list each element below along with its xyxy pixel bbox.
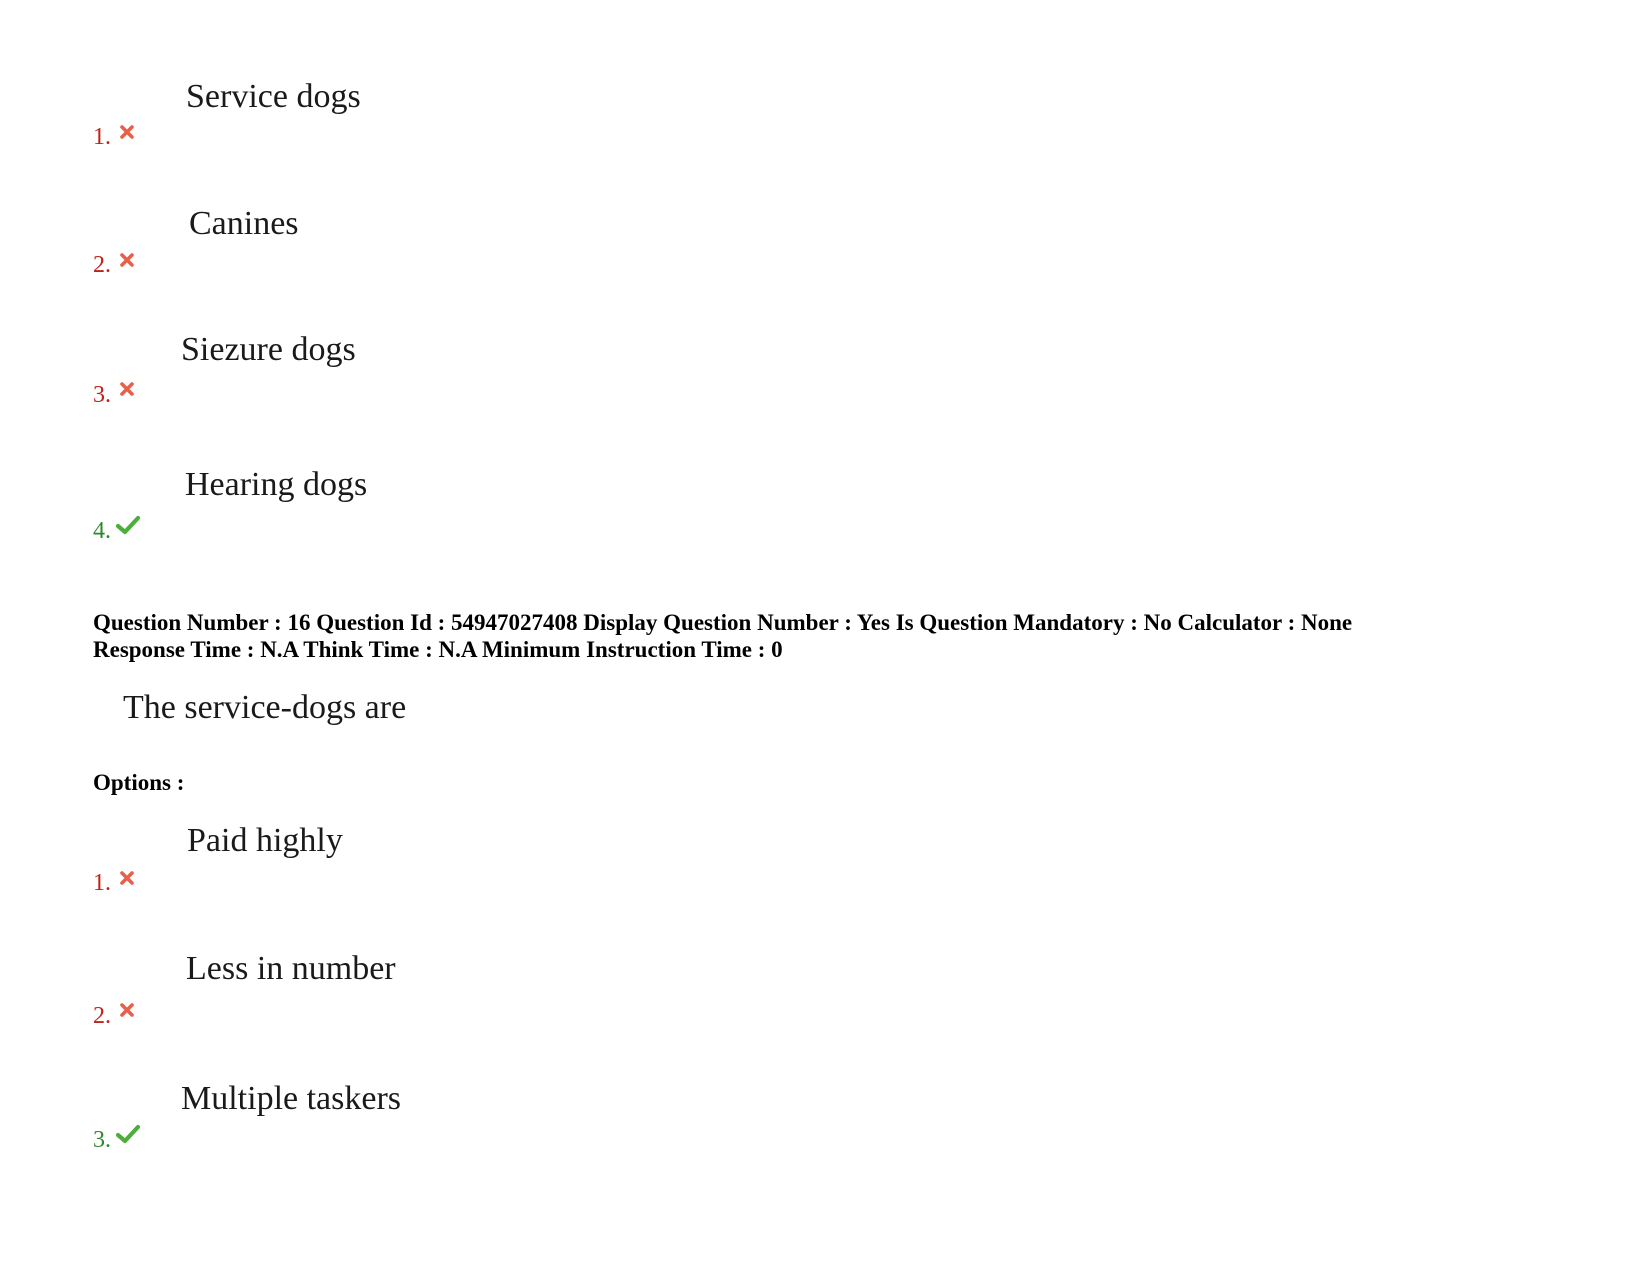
option-number: 2. — [93, 1003, 111, 1029]
option-text: Hearing dogs — [185, 466, 368, 503]
cross-icon — [119, 870, 135, 886]
check-icon — [116, 1124, 140, 1144]
option-number: 4. — [93, 518, 111, 544]
option-text: Paid highly — [187, 822, 343, 859]
cross-icon — [119, 1002, 135, 1018]
option-text: Canines — [189, 205, 299, 242]
question-meta-line-1: Question Number : 16 Question Id : 54947027408 Display Question Number : Yes Is Question Mandatory : No Calculator : None — [93, 610, 1353, 635]
question-meta-line-2: Response Time : N.A Think Time : N.A Minimum Instruction Time : 0 — [93, 637, 783, 662]
option-number: 1. — [93, 124, 111, 150]
option-text: Service dogs — [186, 78, 361, 115]
option-number: 3. — [93, 382, 111, 408]
check-icon — [116, 515, 140, 535]
option-text: Multiple taskers — [181, 1080, 402, 1117]
options-label: Options : — [93, 770, 185, 795]
option-text: Less in number — [186, 950, 396, 987]
cross-icon — [119, 252, 135, 268]
cross-icon — [119, 381, 135, 397]
option-text: Siezure dogs — [181, 331, 356, 368]
question-text: The service-dogs are — [123, 689, 407, 726]
cross-icon — [119, 124, 135, 140]
option-number: 1. — [93, 870, 111, 896]
option-number: 2. — [93, 252, 111, 278]
option-number: 3. — [93, 1127, 111, 1153]
